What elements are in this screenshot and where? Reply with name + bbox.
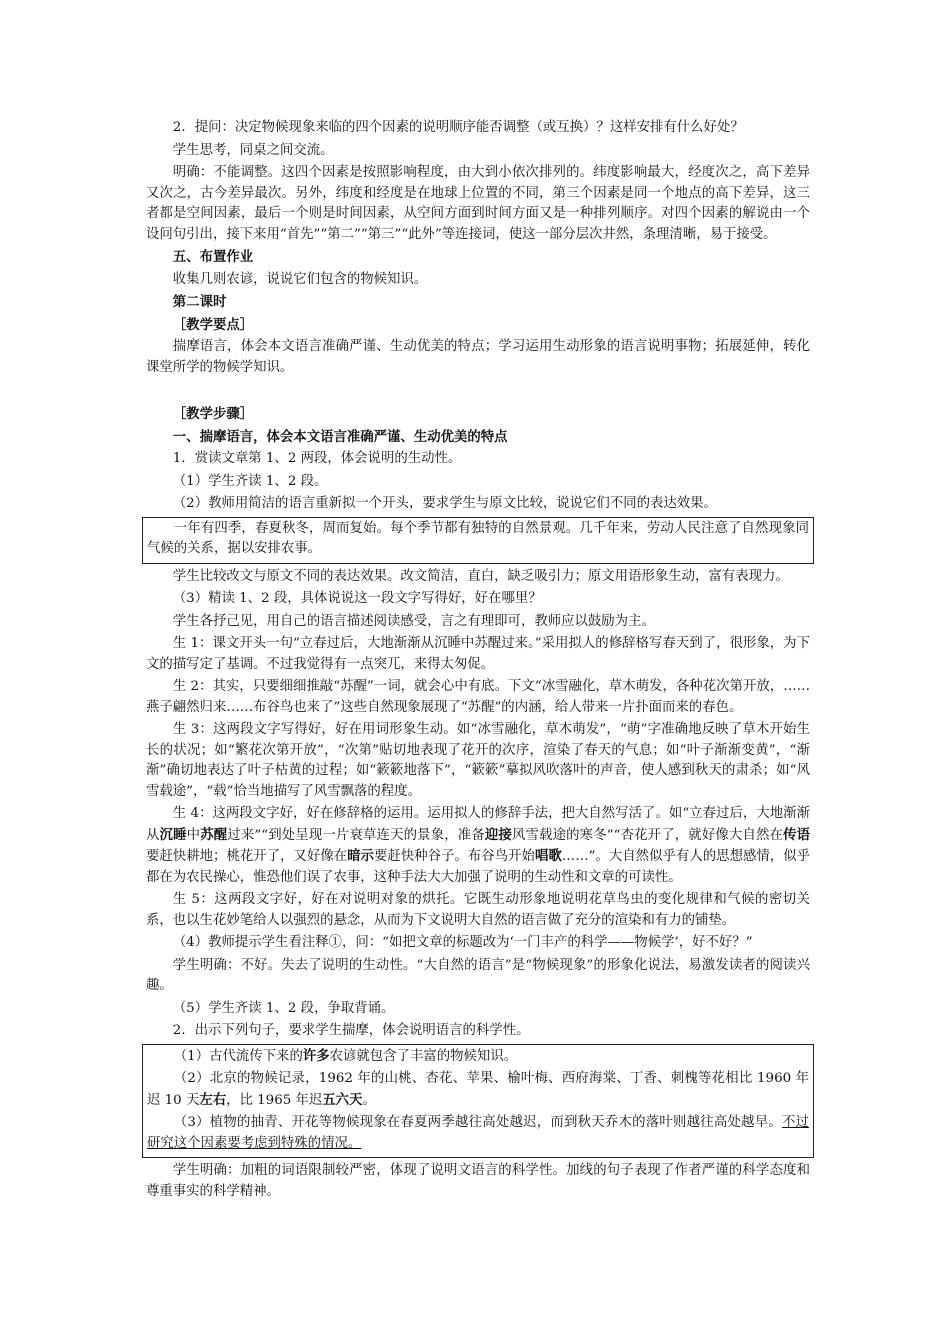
step-1: 1．赏读文章第 1、2 两段，体会说明的生动性。 bbox=[172, 451, 462, 466]
homework-text: 收集几则农谚，说说它们包含的物候知识。 bbox=[172, 271, 428, 287]
student-1-comment: 生 1：课文开头一句“立春过后，大地渐渐从沉睡中苏醒过来。”采用拟人的修辞格写春天到了，很形象，为下文的描写定了基调。不过我觉得有一点突兀，来得太匆促。 bbox=[146, 636, 810, 672]
step-2-conclusion: 学生明确：加粗的词语限制较严密，体现了说明文语言的科学性。加线的句子表现了作者严谨的科学态度和尊重事实的科学精神。 bbox=[146, 1163, 810, 1199]
example-sentence-1: （1）古代流传下来的许多农谚就包含了丰富的物候知识。 bbox=[173, 1047, 518, 1064]
example-sentences-box bbox=[142, 1044, 814, 1159]
step-1-h: （5）学生齐读 1、2 段，争取背诵。 bbox=[172, 1000, 395, 1016]
example-sentence-3: （3）植物的抽青、开花等物候现象在春夏两季越往高处越迟，而到秋天乔木的落叶则越往高处越早。不过研究这个因素要考虑到特殊的情况。 bbox=[147, 1115, 809, 1151]
key-points-heading: ［教学要点］ bbox=[172, 316, 254, 333]
lesson-2-heading: 第二课时 bbox=[172, 294, 227, 310]
rewritten-opening-text: 一年有四季，春夏秋冬，周而复始。每个季节都有独特的自然景观。几千年来，劳动人民注意了自然现象同气候的关系，据以安排农事。 bbox=[147, 520, 809, 556]
step-1-f: （4）教师提示学生看注释①，问：“如把文章的标题改为‘一门丰产的科学——物候学’，好不好？” bbox=[172, 935, 753, 950]
answer-paragraph: 明确：不能调整。这四个因素是按照影响程度，由大到小依次排列的。纬度影响最大，经度次之，高下差异又次之，古今差异最次。另外，纬度和经度是在地球上位置的不同，第三个因素是同一个地点的高下差异，这三者都是空间因素，最后一个则是时间因素，从空间方面到时间方面又是一种排列顺序。对四个因素的解说由一个设问句引出，接下来用“首先”“第二”“第三”“此外”等连接词，使这一部分层次井然，条理清晰，易于接受。 bbox=[146, 165, 810, 242]
blank-line bbox=[146, 380, 810, 404]
student-2-comment: 生 2：其实，只要细细推敲“苏醒”一词，就会心中有底。下文“冰雪融化，草木萌发，各种花次第开放，……燕子翩然归来……布谷鸟也来了”这些自然现象展现了“苏醒”的内涵，给人带来一片扑面而来的春色。 bbox=[146, 679, 810, 715]
steps-heading: ［教学步骤］ bbox=[172, 406, 254, 422]
step-1-g: 学生明确：不好。失去了说明的生动性。“大自然的语言”是“物候现象”的形象化说法，易激发读者的阅读兴趣。 bbox=[146, 957, 810, 993]
step-1-c: 学生比较改文与原文不同的表达效果。改文简洁，直白，缺乏吸引力；原文用语形象生动，富有表现力。 bbox=[172, 568, 789, 584]
question-2: 2．提问：决定物候现象来临的四个因素的说明顺序能否调整（或互换）？这样安排有什么好处？ bbox=[172, 120, 744, 135]
document-page bbox=[146, 118, 810, 1204]
rewritten-opening-box bbox=[142, 517, 814, 564]
student-4-comment: 生 4：这两段文字好，好在修辞格的运用。运用拟人的修辞手法，把大自然写活了。如“立春过后，大地渐渐从沉睡中苏醒过来”“到处呈现一片衰草连天的景象，准备迎接风雪载途的寒冬”“杏花开了，就好像大自然在传语要赶快耕地；桃花开了，又好像在暗示要赶快种谷子。布谷鸟开始唱歌……”。大自然似乎有人的思想感情，似乎都在为农民操心，惟恐他们误了农事，这种手法大大加强了说明的生动性和文章的可读性。 bbox=[146, 806, 811, 885]
part-1-heading: 一、揣摩语言，体会本文语言准确严谨、生动优美的特点 bbox=[172, 428, 508, 445]
step-1-e: 学生各抒己见，用自己的语言描述阅读感受，言之有理即可，教师应以鼓励为主。 bbox=[172, 613, 655, 629]
step-1-a: （1）学生齐读 1、2 段。 bbox=[172, 473, 328, 489]
key-points-text: 揣摩语言，体会本文语言准确严谨、生动优美的特点；学习运用生动形象的语言说明事物；拓展延伸，转化课堂所学的物候学知识。 bbox=[146, 339, 810, 375]
example-sentence-2: （2）北京的物候记录，1962 年的山桃、杏花、苹果、榆叶梅、西府海棠、丁香、刺槐等花相比 1960 年迟 10 天左右，比 1965 年迟五六天。 bbox=[147, 1071, 809, 1108]
student-3-comment: 生 3：这两段文字写得好，好在用词形象生动。如“冰雪融化，草木萌发”，“萌”字准确地反映了草木开始生长的状况；如“繁花次第开放”，“次第”贴切地表现了花开的次序，渲染了春天的气息；如“叶子渐渐变黄”，“渐渐”确切地表达了叶子枯黄的过程；如“簌簌地落下”，“簌簌”摹拟风吹落叶的声音，使人感到秋天的肃杀；如“风雪载途”，“载”恰当地描写了风雪飘落的程度。 bbox=[146, 722, 810, 799]
step-2: 2．出示下列句子，要求学生揣摩，体会说明语言的科学性。 bbox=[172, 1023, 530, 1038]
student-5-comment: 生 5：这两段文字好，好在对说明对象的烘托。它既生动形象地说明花草鸟虫的变化规律和气候的密切关系，也以生花妙笔给人以强烈的悬念，从而为下文说明大自然的语言做了充分的渲染和有力的铺垫。 bbox=[146, 892, 810, 928]
step-1-b: （2）教师用简洁的语言重新拟一个开头，要求学生与原文比较，说说它们不同的表达效果。 bbox=[172, 496, 717, 511]
student-discussion: 学生思考，同桌之间交流。 bbox=[172, 142, 334, 158]
section-5-heading: 五、布置作业 bbox=[172, 249, 254, 265]
step-1-d: （3）精读 1、2 段，具体说说这一段文字写得好，好在哪里？ bbox=[172, 591, 542, 606]
